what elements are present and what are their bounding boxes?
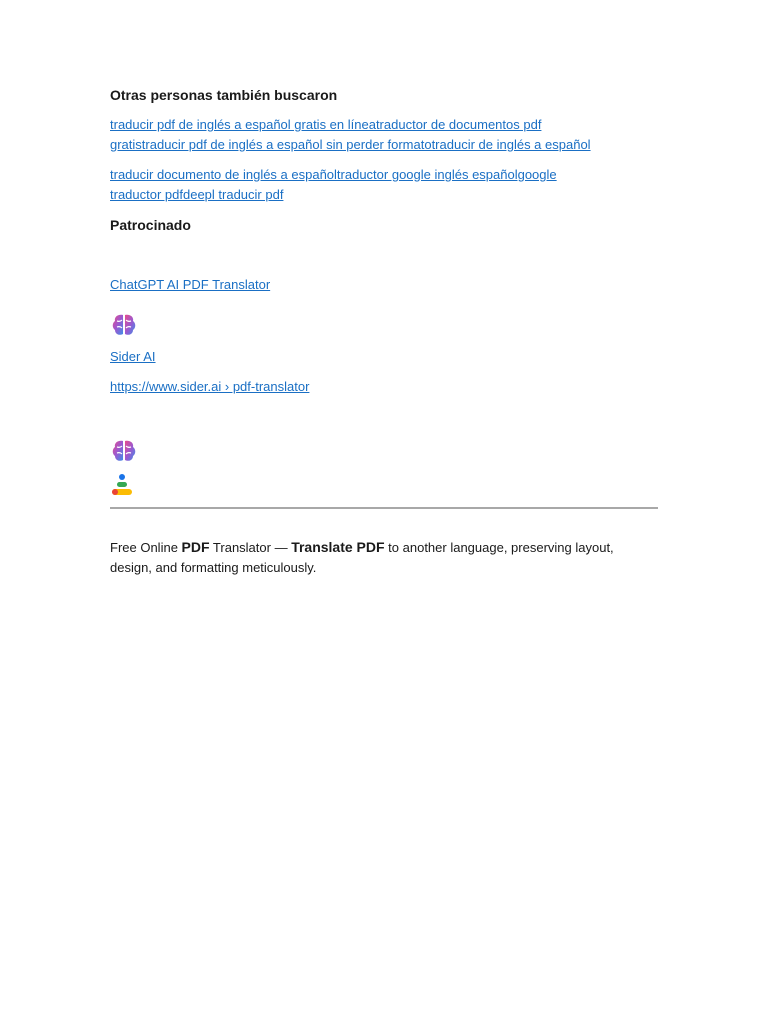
related-searches-group-2 — [110, 165, 658, 205]
people-stack-icon — [110, 473, 134, 497]
description-bold: Translate PDF — [291, 539, 385, 555]
related-searches-group-1 — [110, 115, 658, 155]
ad-title-link[interactable]: ChatGPT AI PDF Translator — [110, 277, 271, 292]
description-text: to another language, preserving layout, design, and formatting meticulously. — [110, 540, 614, 575]
document-page — [110, 85, 658, 578]
secondary-logo — [110, 473, 658, 497]
advertiser-name — [110, 347, 658, 367]
advertiser-url-link[interactable]: https://www.sider.ai › pdf-translator — [110, 379, 310, 394]
advertiser-logo-2 — [110, 437, 658, 465]
advertiser-link[interactable]: Sider AI — [110, 349, 156, 364]
section-divider — [110, 507, 658, 509]
description-text: Free Online — [110, 540, 182, 555]
ad-title — [110, 275, 658, 295]
brain-icon — [110, 437, 138, 465]
related-search-link[interactable]: gratistraducir pdf de inglés a español sin perder formatotraducir de inglés a español — [110, 137, 591, 152]
ad-description — [110, 537, 658, 578]
description-text: Translator — — [209, 540, 292, 555]
description-bold: PDF — [181, 539, 210, 555]
sponsored-heading: Patrocinado — [110, 217, 191, 233]
brain-icon — [110, 311, 138, 339]
related-search-link[interactable]: traducir documento de inglés a españoltraductor google inglés españolgoogle — [110, 167, 557, 182]
advertiser-logo — [110, 311, 658, 339]
related-search-link[interactable]: traducir pdf de inglés a español gratis en líneatraductor de documentos pdf — [110, 117, 542, 132]
related-search-link[interactable]: traductor pdfdeepl traducir pdf — [110, 187, 284, 202]
related-searches-heading: Otras personas también buscaron — [110, 87, 338, 103]
advertiser-url — [110, 377, 658, 397]
